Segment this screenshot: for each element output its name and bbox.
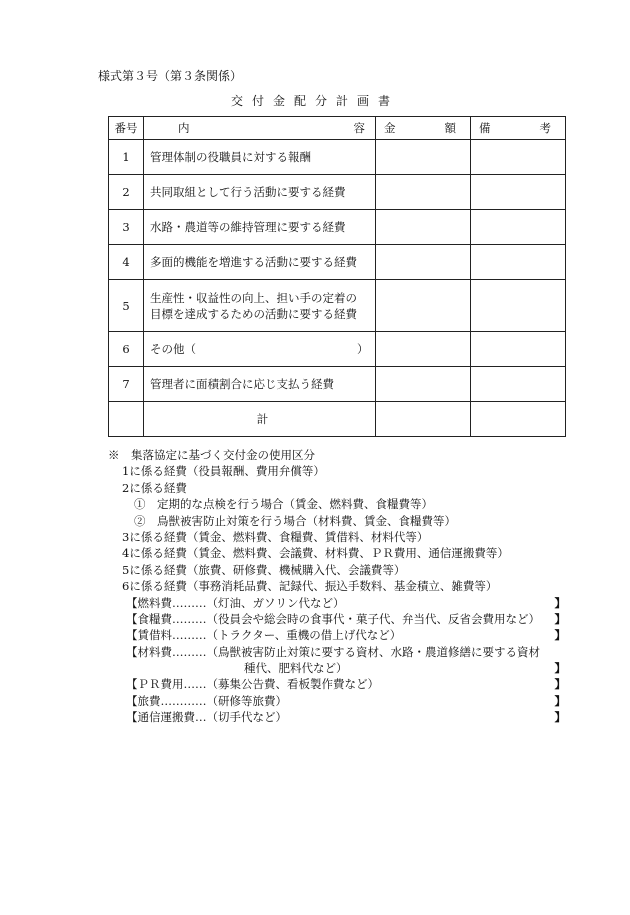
usage-notes (108, 447, 568, 726)
row-content: その他（ ） (144, 332, 376, 367)
detail-line (108, 709, 568, 725)
detail-line (108, 644, 568, 660)
detail-text: 【燃料費………（灯油、ガソリン代など） (126, 595, 345, 610)
table-row (109, 210, 566, 245)
bracket-close: 】 (554, 628, 566, 643)
table-row (109, 280, 566, 332)
amount-cell[interactable] (376, 175, 471, 210)
total-number-cell (109, 402, 144, 437)
remarks-cell[interactable] (471, 245, 566, 280)
header-amount-left: 金 (384, 121, 396, 135)
note-line: 4に係る経費（賃金、燃料費、会議費、材料費、ＰＲ費用、通信運搬費等） (122, 546, 509, 561)
detail-text: 【食糧費………（役員会や総会時の食事代・菓子代、弁当代、反省会費用など） (126, 611, 540, 626)
header-content-right: 容 (353, 121, 365, 135)
bracket-close: 】 (554, 595, 566, 610)
total-row (109, 402, 566, 437)
row-content: 水路・農道等の維持管理に要する経費 (144, 210, 376, 245)
bracket-close: 】 (554, 611, 566, 626)
detail-line (108, 660, 568, 676)
document-title: 交付金配分計画書 (230, 94, 399, 108)
row-content: 管理者に面積割合に応じ支払う経費 (144, 367, 376, 402)
detail-line (108, 611, 568, 627)
table-row (109, 140, 566, 175)
form-number-label: 様式第３号（第３条関係） (98, 69, 243, 83)
remarks-cell[interactable] (471, 280, 566, 332)
amount-cell[interactable] (376, 140, 471, 175)
note-line: ① 定期的な点検を行う場合（賃金、燃料費、食糧費等） (134, 497, 433, 512)
row-content (144, 280, 376, 332)
row-number: 1 (109, 140, 144, 175)
table-row (109, 245, 566, 280)
note-line: 3に係る経費（賃金、燃料費、食糧費、賃借料、材料代等） (122, 529, 429, 544)
header-amount-right: 額 (444, 121, 456, 135)
note-line: 2に係る経費 (122, 480, 187, 495)
header-remarks (471, 117, 566, 140)
row-content-line: 目標を達成するための活動に要する経費 (150, 306, 357, 321)
remarks-cell[interactable] (471, 175, 566, 210)
header-remarks-left: 備 (479, 121, 491, 135)
total-amount-cell[interactable] (376, 402, 471, 437)
row-content: 共同取組として行う活動に要する経費 (144, 175, 376, 210)
table-row (109, 175, 566, 210)
table-header-row (109, 117, 566, 140)
row-content-line: 生産性・収益性の向上、担い手の定着の (150, 290, 357, 305)
header-number: 番号 (109, 117, 144, 140)
note-line: 1に係る経費（役員報酬、費用弁償等） (122, 464, 325, 479)
detail-text: 【賃借料………（トラクター、重機の借上げ代など） (126, 628, 402, 643)
row-number: 5 (109, 280, 144, 332)
header-content (144, 117, 376, 140)
amount-cell[interactable] (376, 280, 471, 332)
remarks-cell[interactable] (471, 332, 566, 367)
detail-line (108, 676, 568, 692)
row-number: 7 (109, 367, 144, 402)
detail-text: 【材料費………（鳥獣被害防止対策に要する資材、水路・農道修繕に要する資材 (126, 644, 540, 659)
note-line: 5に係る経費（旅費、研修費、機械購入代、会議費等） (122, 562, 406, 577)
detail-line (108, 693, 568, 709)
row-content: 多面的機能を増進する活動に要する経費 (144, 245, 376, 280)
detail-line (108, 595, 568, 611)
amount-cell[interactable] (376, 245, 471, 280)
table-row (109, 332, 566, 367)
note-line: 6に係る経費（事務消耗品費、記録代、振込手数料、基金積立、雑費等） (122, 579, 498, 594)
bracket-close: 】 (554, 677, 566, 692)
total-label: 計 (144, 402, 376, 437)
remarks-cell[interactable] (471, 210, 566, 245)
header-content-left: 内 (178, 121, 190, 135)
notes-heading: ※ 集落協定に基づく交付金の使用区分 (108, 448, 315, 462)
allocation-table (108, 116, 566, 437)
row-number: 2 (109, 175, 144, 210)
remarks-cell[interactable] (471, 140, 566, 175)
bracket-close: 】 (554, 693, 566, 708)
detail-text: 【ＰＲ費用……（募集公告費、看板製作費など） (126, 677, 379, 692)
amount-cell[interactable] (376, 332, 471, 367)
total-remarks-cell[interactable] (471, 402, 566, 437)
detail-text: 種代、肥料代など） (244, 661, 348, 676)
detail-text: 【通信運搬費…（切手代など） (126, 710, 287, 725)
note-line: ② 鳥獣被害防止対策を行う場合（材料費、賃金、食糧費等） (134, 513, 456, 528)
row-content: 管理体制の役職員に対する報酬 (144, 140, 376, 175)
bracket-close: 】 (554, 710, 566, 725)
amount-cell[interactable] (376, 210, 471, 245)
remarks-cell[interactable] (471, 367, 566, 402)
row-number: 3 (109, 210, 144, 245)
table-row (109, 367, 566, 402)
header-remarks-right: 考 (539, 121, 551, 135)
header-amount (376, 117, 471, 140)
row-number: 4 (109, 245, 144, 280)
detail-line (108, 627, 568, 643)
bracket-close: 】 (554, 661, 566, 676)
row-number: 6 (109, 332, 144, 367)
amount-cell[interactable] (376, 367, 471, 402)
detail-text: 【旅費…………（研修等旅費） (126, 693, 287, 708)
